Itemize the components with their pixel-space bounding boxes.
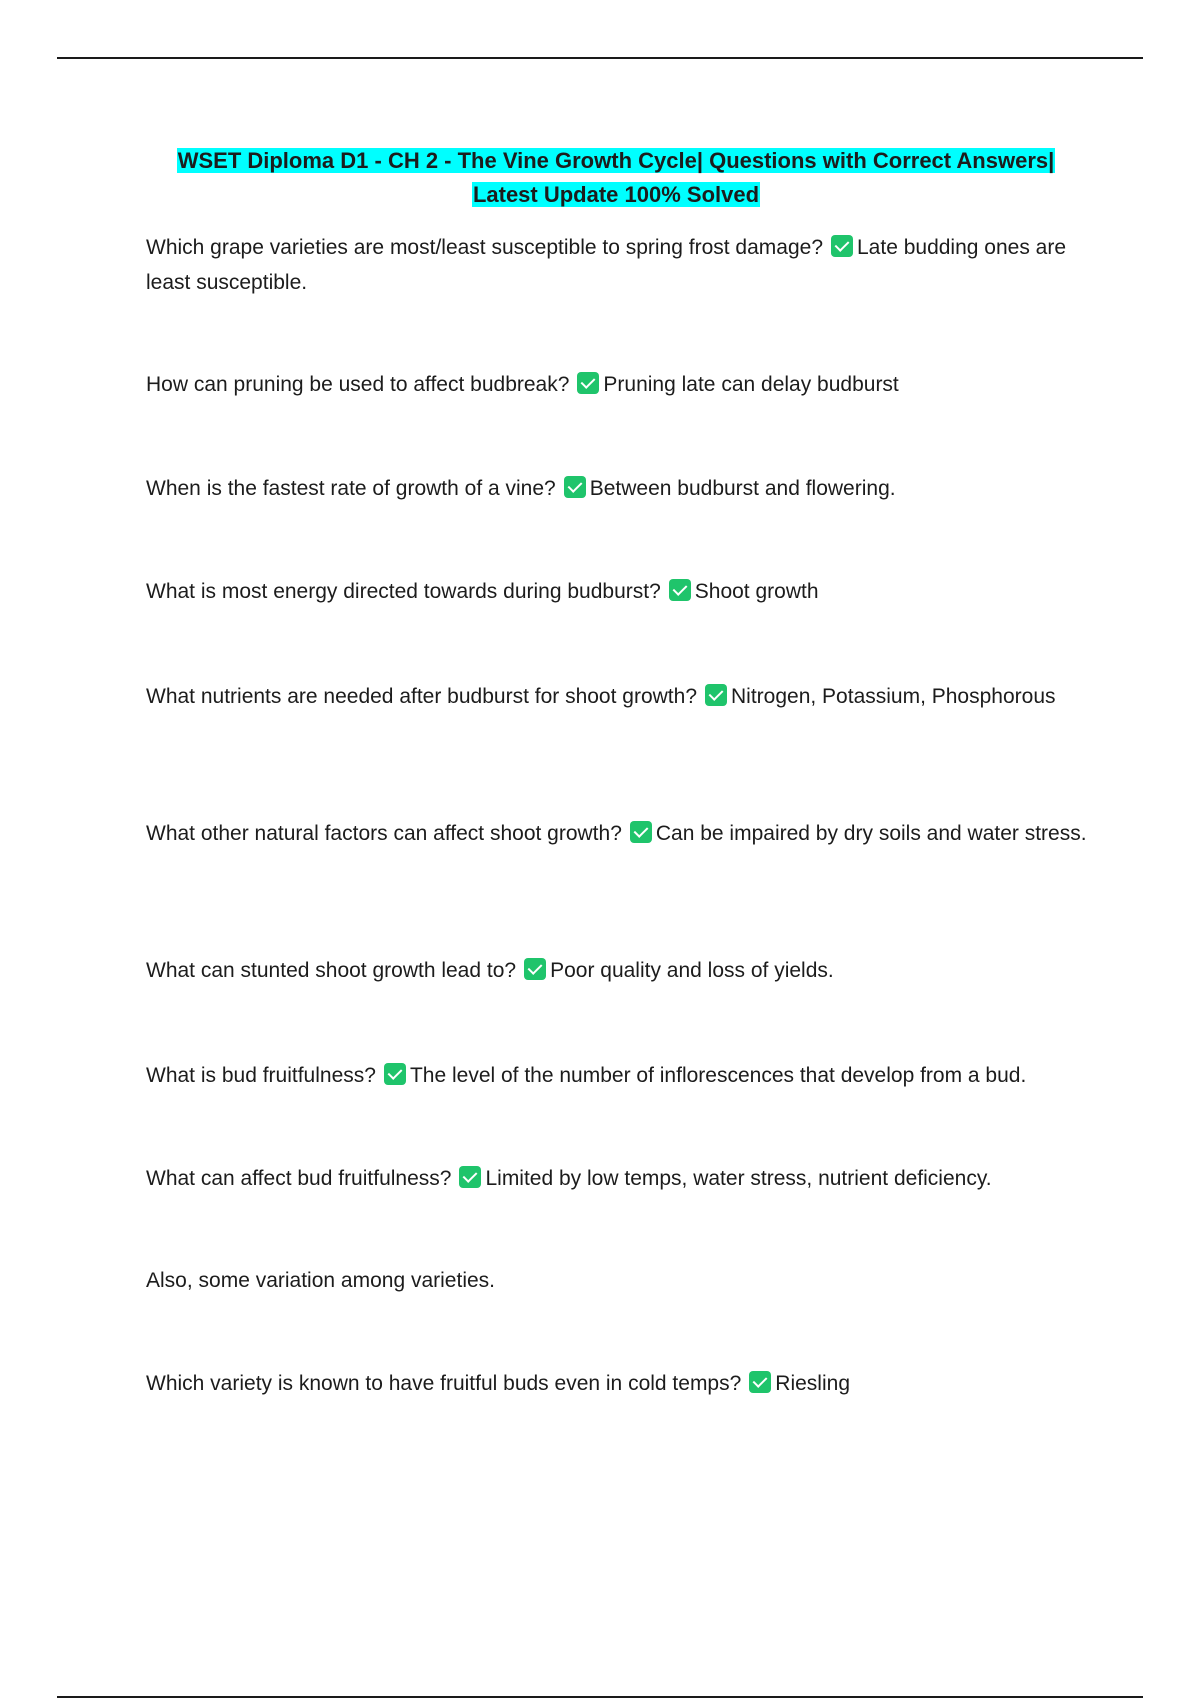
qa-item-9 (146, 1161, 1096, 1196)
top-divider (57, 57, 1143, 59)
question-text: Which grape varieties are most/least susceptible to spring frost damage? (146, 236, 823, 259)
qa-item-7 (146, 953, 1096, 988)
check-mark-icon (577, 372, 599, 394)
check-mark-icon (831, 235, 853, 257)
qa-item-3 (146, 471, 1096, 506)
check-mark-icon (524, 958, 546, 980)
qa-item-10 (146, 1366, 1096, 1401)
qa-item-5 (146, 679, 1096, 714)
qa-item-1 (146, 230, 1096, 300)
question-text: What can stunted shoot growth lead to? (146, 959, 517, 982)
answer-text: Late budding ones are least susceptible. (146, 236, 1067, 294)
answer-text: Poor quality and loss of yields. (550, 959, 834, 982)
check-mark-icon (564, 476, 586, 498)
answer-text: Can be impaired by dry soils and water stress. (655, 822, 1087, 845)
answer-text: Shoot growth (694, 580, 819, 603)
check-mark-icon (669, 579, 691, 601)
qa-item-8 (146, 1058, 1096, 1093)
question-text: Which variety is known to have fruitful buds even in cold temps? (146, 1372, 742, 1395)
check-mark-icon (705, 684, 727, 706)
qa-note (146, 1263, 1096, 1298)
title-highlight: WSET Diploma D1 - CH 2 - The Vine Growth Cycle| Questions with Correct Answers| Latest Update 100% Solved (177, 148, 1055, 207)
answer-text: Limited by low temps, water stress, nutrient deficiency. (485, 1167, 992, 1190)
question-text: What can affect bud fruitfulness? (146, 1167, 452, 1190)
answer-text: Riesling (775, 1372, 850, 1395)
check-mark-icon (630, 821, 652, 843)
question-text: What other natural factors can affect shoot growth? (146, 822, 622, 845)
question-text: How can pruning be used to affect budbreak? (146, 373, 570, 396)
question-text: When is the fastest rate of growth of a vine? (146, 477, 556, 500)
document-title (145, 144, 1087, 212)
answer-text: Nitrogen, Potassium, Phosphorous (731, 685, 1056, 708)
answer-text: Between budburst and flowering. (589, 477, 896, 500)
question-text: What is most energy directed towards during budburst? (146, 580, 661, 603)
answer-text: Pruning late can delay budburst (603, 373, 899, 396)
qa-item-4 (146, 574, 1096, 609)
check-mark-icon (384, 1063, 406, 1085)
qa-item-6 (146, 816, 1096, 851)
question-text: What nutrients are needed after budburst for shoot growth? (146, 685, 697, 708)
check-mark-icon (459, 1166, 481, 1188)
note-text: Also, some variation among varieties. (146, 1269, 495, 1292)
check-mark-icon (749, 1371, 771, 1393)
question-text: What is bud fruitfulness? (146, 1064, 376, 1087)
bottom-divider (57, 1696, 1143, 1698)
answer-text: The level of the number of inflorescences that develop from a bud. (409, 1064, 1027, 1087)
qa-item-2 (146, 367, 1096, 402)
